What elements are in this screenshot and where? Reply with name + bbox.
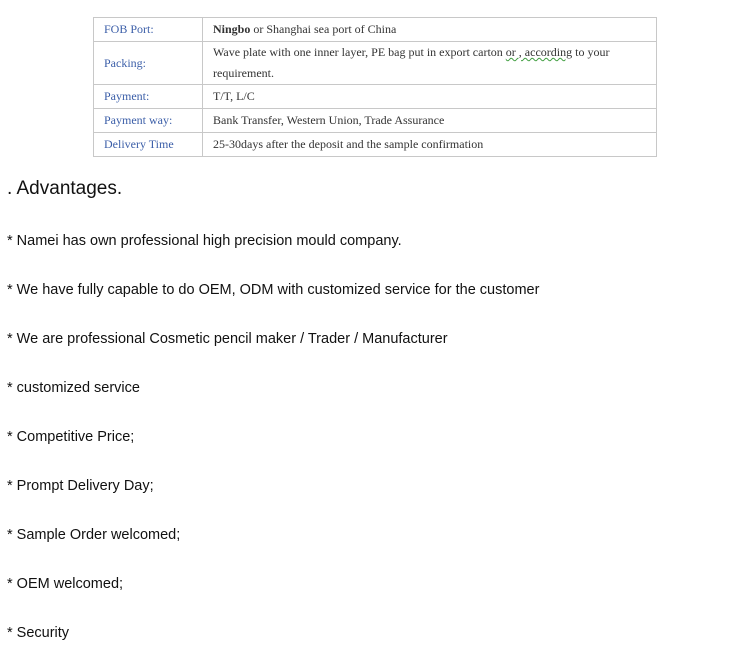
list-item: * OEM welcomed;: [7, 576, 124, 592]
table-row: [94, 109, 657, 133]
product-info-table: [93, 17, 657, 157]
advantages-list: [7, 230, 539, 671]
row-label-packing: Packing:: [94, 42, 203, 85]
packing-text-start: Wave plate with one inner layer, PE bag put in export carton: [213, 45, 506, 59]
table-row: [94, 85, 657, 109]
row-label-delivery-time: Delivery Time: [94, 133, 203, 157]
row-label-fob-port: FOB Port:: [94, 18, 203, 42]
row-value-payment: T/T, L/C: [203, 85, 657, 109]
table-row: [94, 133, 657, 157]
list-item: * Prompt Delivery Day;: [7, 478, 154, 494]
fob-port-bold-text: Ningbo: [213, 22, 251, 36]
row-label-payment: Payment:: [94, 85, 203, 109]
list-item: * Security: [7, 625, 70, 641]
fob-port-text: or Shanghai sea port of China: [250, 22, 397, 36]
list-item: * customized service: [7, 380, 140, 396]
row-value-payment-way: Bank Transfer, Western Union, Trade Assurance: [203, 109, 657, 133]
list-item: * We are professional Cosmetic pencil maker / Trader / Manufacturer: [7, 331, 448, 347]
row-value-packing: [203, 42, 657, 85]
advantages-heading: . Advantages.: [7, 178, 123, 199]
list-item: * Namei has own professional high precision mould company.: [7, 233, 402, 249]
packing-text-end: to your requirement.: [213, 45, 610, 80]
packing-text-spellcheck: or , according: [505, 45, 573, 59]
table-row: [94, 42, 657, 85]
row-value-delivery-time: 25-30days after the deposit and the sample confirmation: [203, 133, 657, 157]
row-label-payment-way: Payment way:: [94, 109, 203, 133]
list-item: * We have fully capable to do OEM, ODM with customized service for the customer: [7, 282, 540, 298]
row-value-fob-port: [203, 18, 657, 42]
list-item: * Sample Order welcomed;: [7, 527, 181, 543]
list-item: * Competitive Price;: [7, 429, 135, 445]
table-row: [94, 18, 657, 42]
